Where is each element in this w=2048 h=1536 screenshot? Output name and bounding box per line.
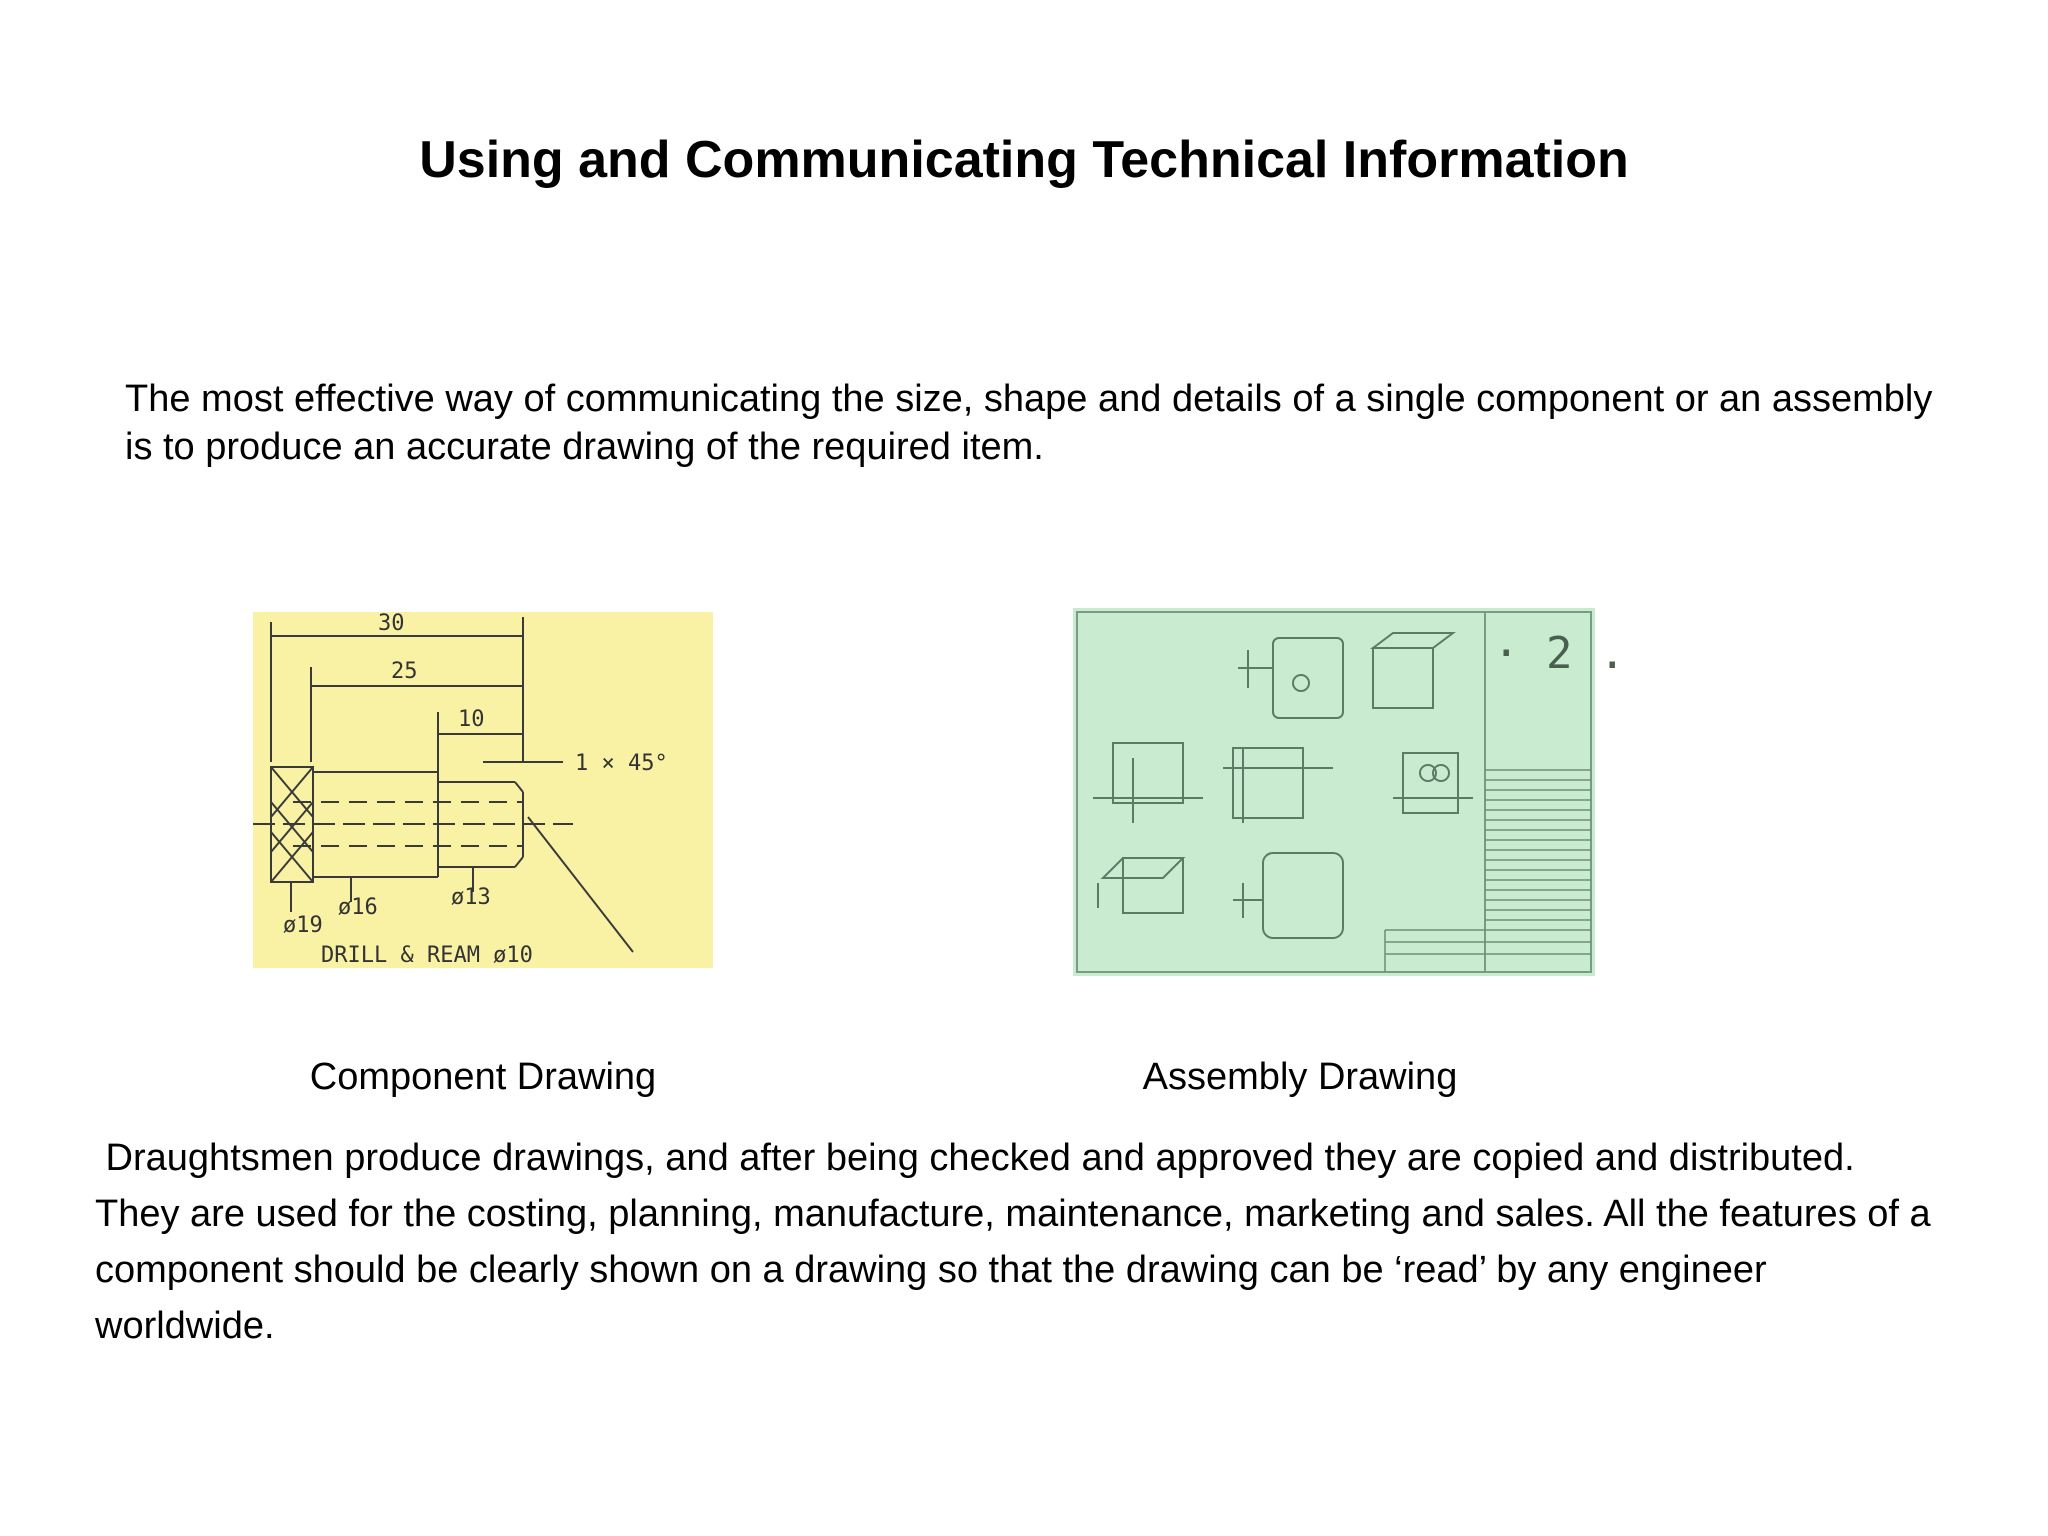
dimension-10-label: 10 (458, 707, 485, 732)
intro-paragraph: The most effective way of communicating the size, shape and details of a single component or an assembly is to produce an accurate drawing of the required item. (125, 378, 1933, 468)
drill-ream-note: DRILL & REAM ø10 (321, 943, 533, 968)
sheet-number: · 2 . (1493, 628, 1626, 679)
assembly-drawing-caption: Assembly Drawing (1142, 1056, 1458, 1098)
assembly-drawing-figure (1073, 608, 1626, 976)
assembly-drawing-image (1073, 608, 1626, 976)
dimension-25-label: 25 (391, 659, 418, 684)
dimension-30-label: 30 (378, 611, 405, 636)
page-title: Using and Communicating Technical Information (419, 131, 1629, 189)
diameter-16-label: ø16 (338, 895, 378, 920)
diameter-13-label: ø13 (451, 885, 491, 910)
component-drawing-caption: Component Drawing (309, 1056, 657, 1098)
body-paragraph: Draughtsmen produce drawings, and after being checked and approved they are copied and distributed. They are used for the costing, planning, manufacture, maintenance, marketing and sales. All the features of a component should be clearly shown on a drawing so that the drawing can be ‘read’ by any engineer worldwide. (95, 1137, 1931, 1347)
component-drawing-image (253, 612, 713, 968)
diameter-19-label: ø19 (283, 913, 323, 938)
chamfer-label: 1 × 45° (575, 751, 668, 776)
component-drawing-figure (253, 612, 713, 968)
